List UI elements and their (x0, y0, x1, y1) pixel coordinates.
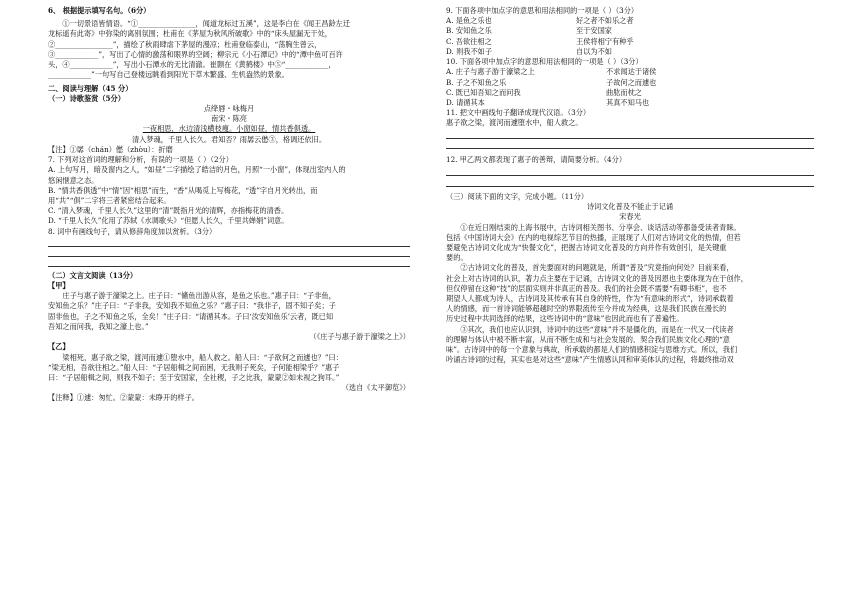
poem-line-1 (48, 124, 410, 134)
option-left: B. 安知鱼之乐 (446, 26, 492, 36)
q10-option (446, 67, 814, 77)
passage-a-line: 安知鱼之乐？”庄子曰：“子非我，安知我不知鱼之乐？”惠子曰：“我非子，固不知子矣；子 (48, 301, 336, 311)
q7-option: C. “清入梦魂，千里人长久”这里的“清”既指月光的清辉，亦指梅花的清香。 (48, 206, 289, 216)
option-left: C. 吾欲往相之 (446, 36, 492, 46)
q9-heading: 9. 下面各项中加点字的意思和用法相同的一项是（ ）（3分） (446, 6, 639, 15)
q10-option (446, 98, 814, 108)
option-left: D. 则我不如子 (446, 46, 493, 56)
q9-option (446, 37, 814, 47)
q8-heading: 8. 词中有画线句子，请从修辞角度加以赏析。（3分） (48, 226, 217, 236)
poem-underlined-line: 一夜相思，水边清浅横枝瘦。小窗如昼，情共香俱透。 (142, 124, 316, 134)
answer-line[interactable] (446, 186, 814, 187)
option-right: 子故何之而遽也 (606, 77, 657, 87)
q12-heading: 12. 甲乙两文都表现了惠子的善辩，请简要分析。（4分） (446, 154, 627, 164)
classical-chinese-heading: （二）文言文阅读（13分） (48, 270, 138, 280)
q6-line: 头，④____________”，写出小石潭水的无比清澈。崔颢在《黄鹤楼》中⑤“____________， (48, 60, 336, 70)
essay-line: 要的。 (446, 253, 468, 263)
poem-author: 南宋・陈亮 (211, 114, 247, 124)
left-column (48, 0, 410, 404)
option-left: B. 子之不知鱼之乐 (446, 77, 507, 87)
q11-heading: 11. 把文中画线句子翻译成现代汉语。（3分） (446, 108, 591, 118)
q6-line: 龙标遥有此寄》中弥染的离别氛围；杜甫在《茅屋为秋风所破歌》中的“床头屋漏无干处， (48, 29, 332, 39)
passage-a-line: 吾知之而问我，我知之濠上也。” (48, 321, 149, 331)
essay-title: 诗词文化普及不能止于记诵 (586, 202, 674, 212)
option-right: 好之者不如乐之者 (576, 16, 634, 26)
option-left: A. 庄子与惠子游于濠梁之上 (446, 67, 535, 77)
passage-b-notes: 【注释】①遽：匆忙。②蒙蒙：未睁开的样子。 (48, 393, 199, 403)
q9-option (446, 47, 814, 57)
option-right: 不求闻达于诸侯 (606, 67, 657, 77)
q7-option: A. 上句写月，暗及窗内之人，“如昼”二字描绘了皓洁的月色，月照“一小窗”，体现出室内人的 (48, 165, 346, 175)
answer-line[interactable] (446, 138, 814, 139)
essay-line: 社会上对古诗词的认识，著力点主要在于记诵，古诗词文化的普及因恩也主要体现为在于创作， (446, 273, 748, 283)
passage-a-line: 固非鱼也，子之不知鱼之乐，全矣！”庄子曰：“请循其本。子曰‘汝安知鱼乐’云者，既已知 (48, 311, 334, 321)
essay-line: 期望人人都成为诗人，古诗词及其传承有其自身的特性，作为“有意味的形式”，诗词承载着 (446, 294, 734, 304)
passage-a-line: 庄子与惠子游于濠梁之上。庄子曰：“鯈鱼出游从容，是鱼之乐也。”惠子曰：“子非鱼， (62, 291, 336, 301)
option-right: 曲肱而枕之 (606, 87, 642, 97)
q6-line: ③____________”，写出了心情的激荡和眼界的空阔；柳宗元《小石潭记》中的“潭中鱼可百许 (48, 49, 343, 59)
essay-line: 人的情感，而一首诗词能够超越时空的界限流传至今并成为经典，这是我们民族在漫长的 (446, 304, 727, 314)
q10-option (446, 88, 814, 98)
q11-sentence: 惠子欲之梁，渡河而遽堕水中，船人救之。 (446, 118, 583, 128)
q10-option (446, 78, 814, 88)
q7-option: 用“共”“俱”二字将三者紧密结合起来。 (48, 195, 171, 205)
passage-b-line: “梁无相，吾欲往相之。”船人曰：“子居船楫之间而困，无我则子死矣，子何能相梁乎？”惠子 (48, 362, 340, 372)
essay-line: 历史过程中共同选择的结果，这些诗词中的“意味”也因此而也有了普遍性。 (446, 314, 684, 324)
passage-b-tag: 【乙】 (48, 342, 70, 352)
passage-b-source: （选自《太平御览》） (341, 383, 410, 393)
q9-option (446, 26, 814, 36)
answer-line[interactable] (48, 256, 410, 257)
reading-heading: （三）阅读下面的文字，完成小题。（11分） (446, 191, 589, 201)
section-2-heading: 二、阅读与理解（45 分） (48, 83, 133, 93)
option-right: 王侯将相宁有种乎 (576, 36, 634, 46)
right-column (446, 0, 814, 366)
q7-option: D. “千里人长久”化用了苏轼《水调歌头》“但愿人长久，千里共婵娟”词意。 (48, 216, 289, 226)
answer-line[interactable] (446, 175, 814, 176)
essay-author: 宋春光 (619, 212, 641, 222)
answer-line[interactable] (48, 246, 410, 247)
passage-a-tag: 【甲】 (48, 281, 70, 291)
q6-line: ②________________”，描绘了秋雨肆虐下茅屋的漫凉；杜甫登临泰山，“荡胸生曾云， (48, 39, 322, 49)
poetry-heading: （一）诗歌鉴赏（5分） (48, 93, 125, 103)
essay-line: 味”。古诗词中的每一个意象与典故，所承载的都是人们的情感积淀与思维方式。所以，我们 (446, 345, 738, 355)
q10-heading: 10. 下面各项中加点字的意思和用法相同的一项是（ ）（3分） (446, 57, 643, 67)
option-right: 至于安国家 (576, 26, 612, 36)
q6-line: ①一切景语皆情语。“①________________，闻道龙标过五溪”，这是李白在《闻王昌龄左迁 (62, 19, 351, 29)
essay-line: 要避免古诗词文化成为“快餐文化”，把握古诗词文化普及的方向并作有效创引，是关键重 (446, 242, 727, 252)
option-right: 自以为不如 (576, 46, 612, 56)
poem-line-2: 清入梦魂，千里人长久。君知否？雨孱云僽③，格调还依旧。 (131, 134, 327, 144)
option-left: D. 请循其本 (446, 97, 485, 107)
q6-heading: 6、 根据提示填写名句。（6分） (48, 6, 151, 15)
passage-b-line: 梁相死，惠子欲之梁，渡河而遽①堕水中，船人救之。船人曰：“子欲何之而遽也？”曰： (62, 352, 343, 362)
essay-line: 吟诵古诗词的过程，其实也是对这些“意味”产生情感认同和审美体认的过程，将最终推动双 (446, 355, 734, 365)
q9-option (446, 16, 814, 26)
essay-line: ②古诗词文化的普及，首先要面对的问题就是，所谓“普及”究竟指向何处？目前来看， (460, 263, 734, 273)
essay-line: 的理解与体认中被不断丰富，从而不断生成和与社会发展的、契合我们民族文化心理的“意 (446, 334, 730, 344)
answer-line[interactable] (446, 148, 814, 149)
q7-option: B. “情共香俱透”中“情”因“相思”而生，“香”从喝觅上写梅花，“透”字自月光转出，而 (48, 185, 318, 195)
answer-line[interactable] (48, 266, 410, 267)
option-right: 其真不知马也 (606, 97, 650, 107)
passage-b-line: 曰：“子居船楫之间，则我不如子；至于安国家，全社稷，子之比我，蒙蒙②如未视之狗耳。” (48, 373, 340, 382)
essay-line: ③其次，我们也应认识到，诗词中的这些“意味”并不是僵化的，而是在一代又一代读者 (460, 324, 734, 334)
essay-line: 包括《中国诗词大会》在内的电视综艺节目的热播，正展现了人们对古诗词文化的热情，但若 (446, 232, 741, 242)
option-left: A. 是鱼之乐也 (446, 16, 492, 26)
option-left: C. 既已知吾知之而问我 (446, 87, 521, 97)
poem-title: 点绛唇・咏梅月 (203, 103, 255, 113)
essay-line: 但仅停留在这种“技”的层面实则并非真正的普及。我们的社会既不需要“有卿书柜”，也不 (446, 283, 727, 293)
q6-line: ____________”一句写自己登楼远眺看到阳光下草木繁盛、生机盎然的景象。 (48, 70, 289, 80)
passage-a-source: （《庄子与惠子游于濠梁之上》） (309, 332, 410, 342)
q7-option: 悠闲惬意之态。 (48, 175, 99, 185)
q7-heading: 7. 下列对这首词的理解和分析，有误的一项是（ ）（2分） (48, 155, 233, 165)
essay-line: ①在近日刚结束的上海书展中，古诗词相关图书、分享会、谈话活动等都备受读者青睐。 (460, 222, 741, 232)
q6-body (48, 19, 410, 80)
poem-note: 【注】①孱（chán）僽（zhòu）：折磨 (48, 144, 173, 154)
